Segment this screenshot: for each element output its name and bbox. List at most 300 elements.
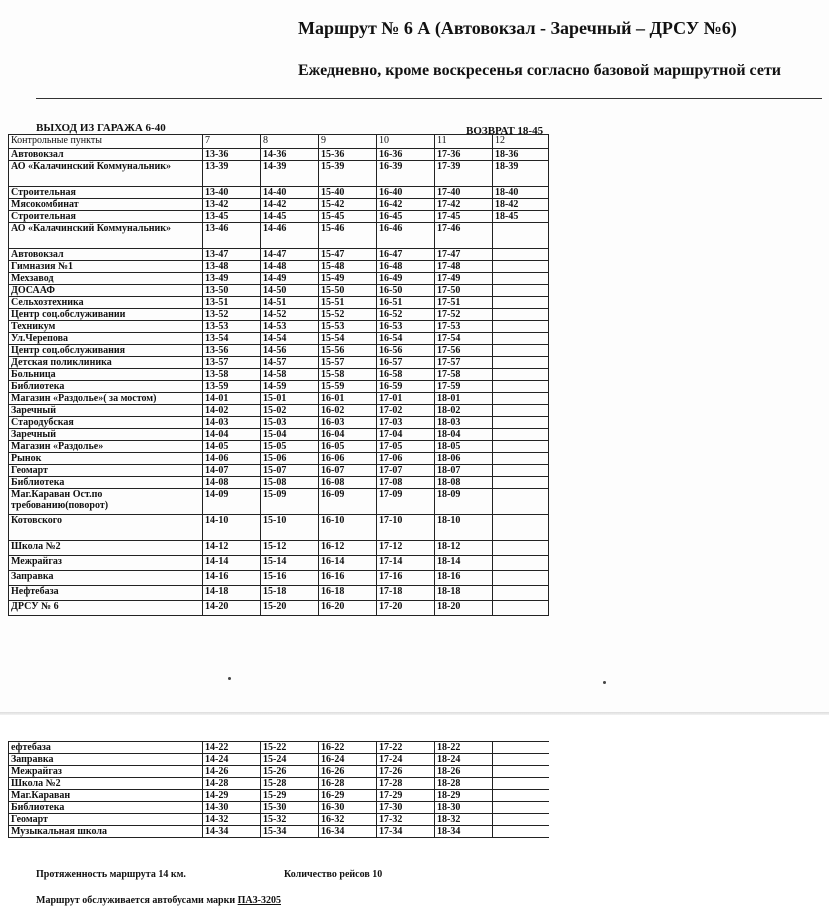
time-cell: 17-07 [377,465,435,477]
time-cell: 14-34 [203,826,261,838]
time-cell [493,249,549,261]
stop-name: Автовокзал [9,149,203,161]
time-cell: 14-46 [261,223,319,249]
time-cell: 17-12 [377,541,435,556]
stop-name: Заправка [9,571,203,586]
time-cell: 16-24 [319,754,377,766]
time-cell: 15-08 [261,477,319,489]
time-cell: 16-29 [319,790,377,802]
table-row [9,249,549,261]
column-header-trip: 8 [261,135,319,149]
time-cell [493,571,549,586]
time-cell [493,489,549,515]
time-cell [493,541,549,556]
time-cell: 13-36 [203,149,261,161]
table-row [9,586,549,601]
bus-info-prefix: Маршрут обслуживается автобусами марки [36,895,238,906]
time-cell: 16-32 [319,814,377,826]
table-row [9,826,549,838]
time-cell: 15-46 [319,223,377,249]
stop-name: Заречный [9,429,203,441]
time-cell: 18-08 [435,477,493,489]
time-cell [493,556,549,571]
time-cell: 17-09 [377,489,435,515]
time-cell [493,261,549,273]
time-cell: 17-10 [377,515,435,541]
time-cell: 13-52 [203,309,261,321]
time-cell: 14-01 [203,393,261,405]
time-cell: 16-50 [377,285,435,297]
column-header-stops: Контрольные пункты [9,135,203,149]
route-length-text: Протяженность маршрута 14 км. [36,869,186,880]
time-cell: 16-28 [319,778,377,790]
time-cell: 17-45 [435,211,493,223]
time-cell: 16-01 [319,393,377,405]
table-row [9,345,549,357]
time-cell: 14-32 [203,814,261,826]
time-cell: 16-40 [377,187,435,199]
time-cell: 14-59 [261,381,319,393]
time-cell: 17-47 [435,249,493,261]
time-cell: 16-14 [319,556,377,571]
time-cell [493,309,549,321]
time-cell: 14-47 [261,249,319,261]
time-cell [493,465,549,477]
return-time: ВОЗВРАТ 18-45 [466,125,544,137]
time-cell [493,333,549,345]
time-cell: 15-20 [261,601,319,616]
time-cell: 15-39 [319,161,377,187]
time-cell: 14-36 [261,149,319,161]
time-cell: 17-18 [377,586,435,601]
table-row [9,814,549,826]
time-cell: 18-05 [435,441,493,453]
time-cell: 13-46 [203,223,261,249]
table-row [9,601,549,616]
stop-name: Стародубская [9,417,203,429]
time-cell: 17-08 [377,477,435,489]
column-header-trip: 12 [493,135,549,149]
time-cell: 16-59 [377,381,435,393]
time-cell [493,453,549,465]
table-row [9,273,549,285]
time-cell: 17-39 [435,161,493,187]
stop-name: Заправка [9,754,203,766]
time-cell [493,273,549,285]
stop-name: Автовокзал [9,249,203,261]
time-cell: 18-32 [435,814,493,826]
time-cell: 14-16 [203,571,261,586]
time-cell: 15-18 [261,586,319,601]
time-cell: 14-48 [261,261,319,273]
time-cell: 17-58 [435,369,493,381]
time-cell: 18-01 [435,393,493,405]
time-cell: 16-58 [377,369,435,381]
time-cell: 14-45 [261,211,319,223]
table-row [9,381,549,393]
table-row [9,357,549,369]
stop-name: Детская поликлиника [9,357,203,369]
time-cell: 15-51 [319,297,377,309]
time-cell-empty [493,814,549,826]
time-cell: 14-20 [203,601,261,616]
time-cell: 18-04 [435,429,493,441]
stop-name: ДОСААФ [9,285,203,297]
table-row [9,465,549,477]
time-cell: 16-12 [319,541,377,556]
table-row [9,149,549,161]
route-title: Маршрут № 6 А (Автовокзал - Заречный – ДРСУ №6) [298,18,737,38]
time-cell: 15-32 [261,814,319,826]
table-row [9,199,549,211]
stop-name: Магазин «Раздолье»( за мостом) [9,393,203,405]
bus-model: ПАЗ-3205 [237,895,281,906]
time-cell: 15-01 [261,393,319,405]
time-cell: 17-29 [377,790,435,802]
time-cell: 13-57 [203,357,261,369]
time-cell: 14-28 [203,778,261,790]
time-cell-empty [493,766,549,778]
time-cell: 15-54 [319,333,377,345]
time-cell: 17-49 [435,273,493,285]
time-cell: 18-30 [435,802,493,814]
time-cell: 17-05 [377,441,435,453]
stop-name: Школа №2 [9,778,203,790]
column-header-trip: 9 [319,135,377,149]
time-cell: 15-49 [319,273,377,285]
stop-name: Рынок [9,453,203,465]
stop-name: Межрайгаз [9,766,203,778]
time-cell: 14-30 [203,802,261,814]
stop-name: Котовского [9,515,203,541]
time-cell: 14-39 [261,161,319,187]
time-cell: 16-46 [377,223,435,249]
time-cell: 15-06 [261,453,319,465]
table-row [9,477,549,489]
stop-name: Больница [9,369,203,381]
time-cell: 16-02 [319,405,377,417]
time-cell-empty [493,778,549,790]
time-cell: 17-34 [377,826,435,838]
stop-name: Нефтебаза [9,586,203,601]
stop-name: Межрайгаз [9,556,203,571]
time-cell [493,601,549,616]
time-cell: 14-05 [203,441,261,453]
time-cell: 14-12 [203,541,261,556]
stop-name: Сельхозтехника [9,297,203,309]
time-cell: 17-48 [435,261,493,273]
table-row [9,321,549,333]
time-cell: 16-49 [377,273,435,285]
time-cell: 14-51 [261,297,319,309]
stop-name: Ул.Черепова [9,333,203,345]
time-cell [493,586,549,601]
time-cell: 15-34 [261,826,319,838]
time-cell: 17-52 [435,309,493,321]
time-cell: 15-48 [319,261,377,273]
time-cell-empty [493,790,549,802]
time-cell: 14-58 [261,369,319,381]
time-cell [493,405,549,417]
time-cell-empty [493,826,549,838]
stop-name: ефтебаза [9,742,203,754]
time-cell: 15-56 [319,345,377,357]
time-cell: 17-32 [377,814,435,826]
time-cell: 15-07 [261,465,319,477]
table-row [9,515,549,541]
time-cell: 17-14 [377,556,435,571]
stop-name: Центр соц.обслуживании [9,309,203,321]
time-cell: 18-29 [435,790,493,802]
stop-name: Библиотека [9,381,203,393]
time-cell: 17-56 [435,345,493,357]
time-cell: 14-14 [203,556,261,571]
bus-info [36,895,281,906]
time-cell: 15-40 [319,187,377,199]
time-cell: 13-48 [203,261,261,273]
table-row [9,297,549,309]
time-cell: 16-36 [377,149,435,161]
time-cell: 18-03 [435,417,493,429]
time-cell [493,381,549,393]
time-cell: 17-06 [377,453,435,465]
time-cell [493,429,549,441]
table-row [9,369,549,381]
time-cell [493,285,549,297]
time-cell: 14-09 [203,489,261,515]
time-cell: 16-07 [319,465,377,477]
time-cell: 16-18 [319,586,377,601]
time-cell: 17-59 [435,381,493,393]
time-cell: 15-12 [261,541,319,556]
time-cell: 17-42 [435,199,493,211]
stop-name: Библиотека [9,802,203,814]
table-row [9,556,549,571]
time-cell: 16-10 [319,515,377,541]
stop-name: АО «Калачинский Коммунальник» [9,223,203,249]
time-cell: 15-47 [319,249,377,261]
time-cell [493,417,549,429]
time-cell: 17-24 [377,754,435,766]
time-cell: 13-59 [203,381,261,393]
time-cell: 13-45 [203,211,261,223]
time-cell: 14-08 [203,477,261,489]
table-row [9,742,549,754]
table-row [9,211,549,223]
time-cell [493,393,549,405]
time-cell: 18-36 [493,149,549,161]
time-cell: 18-22 [435,742,493,754]
time-cell: 14-07 [203,465,261,477]
stop-name: ДРСУ № 6 [9,601,203,616]
time-cell: 17-54 [435,333,493,345]
time-cell: 14-57 [261,357,319,369]
table-row [9,393,549,405]
table-header-row [9,135,549,149]
time-cell: 17-36 [435,149,493,161]
time-cell: 16-45 [377,211,435,223]
time-cell: 18-07 [435,465,493,477]
time-cell: 14-24 [203,754,261,766]
time-cell: 13-54 [203,333,261,345]
time-cell [493,345,549,357]
time-cell: 15-04 [261,429,319,441]
time-cell: 14-54 [261,333,319,345]
time-cell: 18-45 [493,211,549,223]
time-cell: 17-04 [377,429,435,441]
stop-name: Маг.Караван Ост.по требованию(поворот) [9,489,203,515]
time-cell: 13-53 [203,321,261,333]
time-cell: 14-18 [203,586,261,601]
time-cell: 17-51 [435,297,493,309]
time-cell: 15-52 [319,309,377,321]
time-cell: 17-22 [377,742,435,754]
time-cell: 14-29 [203,790,261,802]
time-cell: 18-26 [435,766,493,778]
time-cell: 18-24 [435,754,493,766]
table-row [9,429,549,441]
stop-name: Мясокомбинат [9,199,203,211]
garage-exit-time: ВЫХОД ИЗ ГАРАЖА 6-40 [36,122,166,134]
time-cell: 16-16 [319,571,377,586]
time-cell [493,441,549,453]
scan-speck [603,681,606,684]
time-cell: 15-50 [319,285,377,297]
route-length [36,869,383,880]
time-cell: 16-34 [319,826,377,838]
schedule-table [8,134,549,616]
column-header-trip: 7 [203,135,261,149]
stop-name: АО «Калачинский Коммунальник» [9,161,203,187]
time-cell: 13-39 [203,161,261,187]
time-cell: 15-16 [261,571,319,586]
stop-name: Геомарт [9,814,203,826]
time-cell: 16-54 [377,333,435,345]
time-cell: 15-03 [261,417,319,429]
time-cell: 15-36 [319,149,377,161]
time-cell: 16-51 [377,297,435,309]
route-subtitle: Ежедневно, кроме воскресенья согласно базовой маршрутной сети [298,62,782,79]
time-cell: 14-52 [261,309,319,321]
table-row [9,309,549,321]
trip-count: Количество рейсов 10 [284,869,383,880]
time-cell: 16-53 [377,321,435,333]
time-cell: 16-04 [319,429,377,441]
stop-name: Гимназия №1 [9,261,203,273]
time-cell: 14-06 [203,453,261,465]
time-cell: 18-09 [435,489,493,515]
time-cell: 15-02 [261,405,319,417]
stop-name: Музыкальная школа [9,826,203,838]
time-cell: 15-24 [261,754,319,766]
table-row [9,453,549,465]
time-cell: 18-16 [435,571,493,586]
time-cell-empty [493,754,549,766]
table-row [9,285,549,297]
time-cell: 16-39 [377,161,435,187]
time-cell: 17-26 [377,766,435,778]
stop-name: Маг.Караван [9,790,203,802]
time-cell: 13-50 [203,285,261,297]
time-cell: 16-20 [319,601,377,616]
time-cell: 18-42 [493,199,549,211]
column-header-trip: 10 [377,135,435,149]
time-cell [493,321,549,333]
time-cell: 17-01 [377,393,435,405]
time-cell: 16-57 [377,357,435,369]
time-cell: 18-12 [435,541,493,556]
stop-name: Строительная [9,187,203,199]
time-cell: 14-02 [203,405,261,417]
time-cell: 16-48 [377,261,435,273]
time-cell: 14-04 [203,429,261,441]
table-row [9,187,549,199]
time-cell: 17-57 [435,357,493,369]
time-cell: 18-10 [435,515,493,541]
table-row [9,790,549,802]
table-row [9,541,549,556]
stop-name: Техникум [9,321,203,333]
table-row [9,161,549,187]
time-cell: 18-28 [435,778,493,790]
stop-name: Магазин «Раздолье» [9,441,203,453]
stop-name: Заречный [9,405,203,417]
time-cell: 16-09 [319,489,377,515]
time-cell: 16-06 [319,453,377,465]
table-row [9,333,549,345]
table-row [9,754,549,766]
time-cell: 15-57 [319,357,377,369]
time-cell: 16-52 [377,309,435,321]
time-cell: 13-51 [203,297,261,309]
time-cell: 14-10 [203,515,261,541]
time-cell: 17-53 [435,321,493,333]
time-cell: 15-42 [319,199,377,211]
time-cell: 17-46 [435,223,493,249]
time-cell: 15-59 [319,381,377,393]
time-cell: 16-08 [319,477,377,489]
time-cell: 15-29 [261,790,319,802]
time-cell: 17-16 [377,571,435,586]
stop-name: Центр соц.обслуживания [9,345,203,357]
time-cell: 13-42 [203,199,261,211]
scan-speck [228,677,231,680]
time-cell [493,515,549,541]
time-cell [493,297,549,309]
column-header-trip: 11 [435,135,493,149]
time-cell [493,223,549,249]
time-cell: 13-49 [203,273,261,285]
time-cell: 17-40 [435,187,493,199]
time-cell: 13-40 [203,187,261,199]
time-cell [493,477,549,489]
time-cell: 15-45 [319,211,377,223]
time-cell: 15-14 [261,556,319,571]
table-row [9,571,549,586]
time-cell: 15-10 [261,515,319,541]
time-cell: 13-47 [203,249,261,261]
time-cell: 13-58 [203,369,261,381]
time-cell: 15-05 [261,441,319,453]
time-cell: 16-42 [377,199,435,211]
time-cell: 15-09 [261,489,319,515]
table-row [9,405,549,417]
table-row [9,261,549,273]
time-cell: 14-22 [203,742,261,754]
time-cell-empty [493,742,549,754]
time-cell: 15-26 [261,766,319,778]
time-cell: 15-22 [261,742,319,754]
